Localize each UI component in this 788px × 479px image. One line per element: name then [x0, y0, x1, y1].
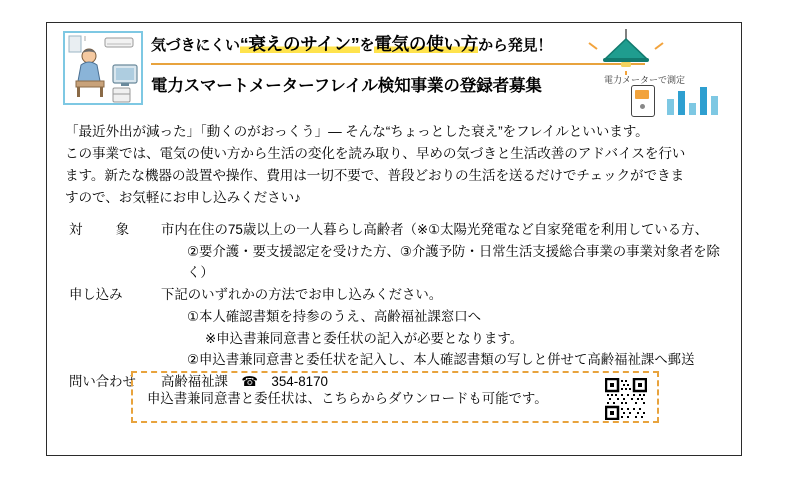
intro-paragraph — [65, 121, 723, 209]
headline-line-2: 電力スマートメーターフレイル検知事業の登録者募集 — [151, 76, 542, 95]
header-divider — [151, 63, 645, 65]
smart-meter-icon — [631, 85, 655, 117]
ceiling-lamp-icon — [583, 29, 669, 75]
meter-indicator — [640, 104, 645, 109]
row-contact-label: 問い合わせ — [69, 373, 136, 389]
download-box-text: 申込書兼同意書と委任状は、こちらからダウンロードも可能です。 — [147, 391, 548, 406]
meter-screen — [635, 90, 649, 99]
row-target-line-2: ②要介護・要支援認定を受けた方、③介護予防・日常生活支援総合事業の事業対象者を除く） — [187, 243, 720, 281]
download-box — [131, 371, 659, 423]
headline-part1: 気づきにくい — [151, 37, 240, 54]
qr-code[interactable] — [605, 378, 647, 420]
row-application-line-4: ②申込書兼同意書と委任状を記入し、本人確認書類の写しと併せて高齢福祉課へ郵送 — [187, 352, 695, 368]
flyer-header — [47, 23, 741, 113]
row-target-value — [161, 219, 723, 284]
headline-part2: を — [359, 37, 375, 54]
row-application-line-3: ※申込書兼同意書と委任状の記入が必要となります。 — [205, 330, 524, 346]
intro-line-2: この事業では、電気の使い方から生活の変化を読み取り、早めの気づきと生活改善のアドバイスを行い — [65, 146, 686, 162]
flyer-container — [46, 22, 742, 456]
row-target — [47, 219, 741, 284]
headline-block — [151, 33, 631, 96]
headline-part3: から発見！ — [478, 37, 553, 54]
usage-bars-graphic — [665, 85, 723, 115]
intro-line-4: すので、お気軽にお申し込みください♪ — [65, 190, 301, 206]
home-illustration-icon — [63, 31, 143, 105]
row-application-value — [161, 284, 723, 371]
row-application-line-2: ①本人確認書類を持参のうえ、高齢福祉課窓口へ — [187, 308, 482, 324]
row-contact-line-1: 高齢福祉課 ☎ 354-8170 — [161, 373, 329, 389]
headline-line-1 — [151, 33, 631, 57]
intro-line-1: 「最近外出が減った」「動くのがおっくう」― そんな“ちょっとした衰え”をフレイルといいます。 — [65, 124, 649, 139]
headline-emph2: 電気の使い方 — [374, 34, 479, 54]
row-target-label: 対 象 — [69, 222, 140, 238]
row-application-line-1: 下記のいずれかの方法でお申し込みください。 — [161, 287, 443, 303]
row-application-label: 申し込み — [69, 287, 123, 303]
headline-emph1: “衰えのサイン” — [239, 34, 360, 54]
row-application — [47, 284, 741, 371]
row-target-line-1: 市内在住の75歳以上の一人暮らし高齢者（※①太陽光発電など自家発電を利用している方、 — [161, 222, 708, 238]
intro-line-3: ます。新たな機器の設置や操作、費用は一切不要で、普段どおりの生活を送るだけでチェックができま — [65, 168, 684, 184]
detail-rows — [47, 219, 741, 393]
meter-caption: 電力メーターで測定 — [603, 75, 685, 85]
